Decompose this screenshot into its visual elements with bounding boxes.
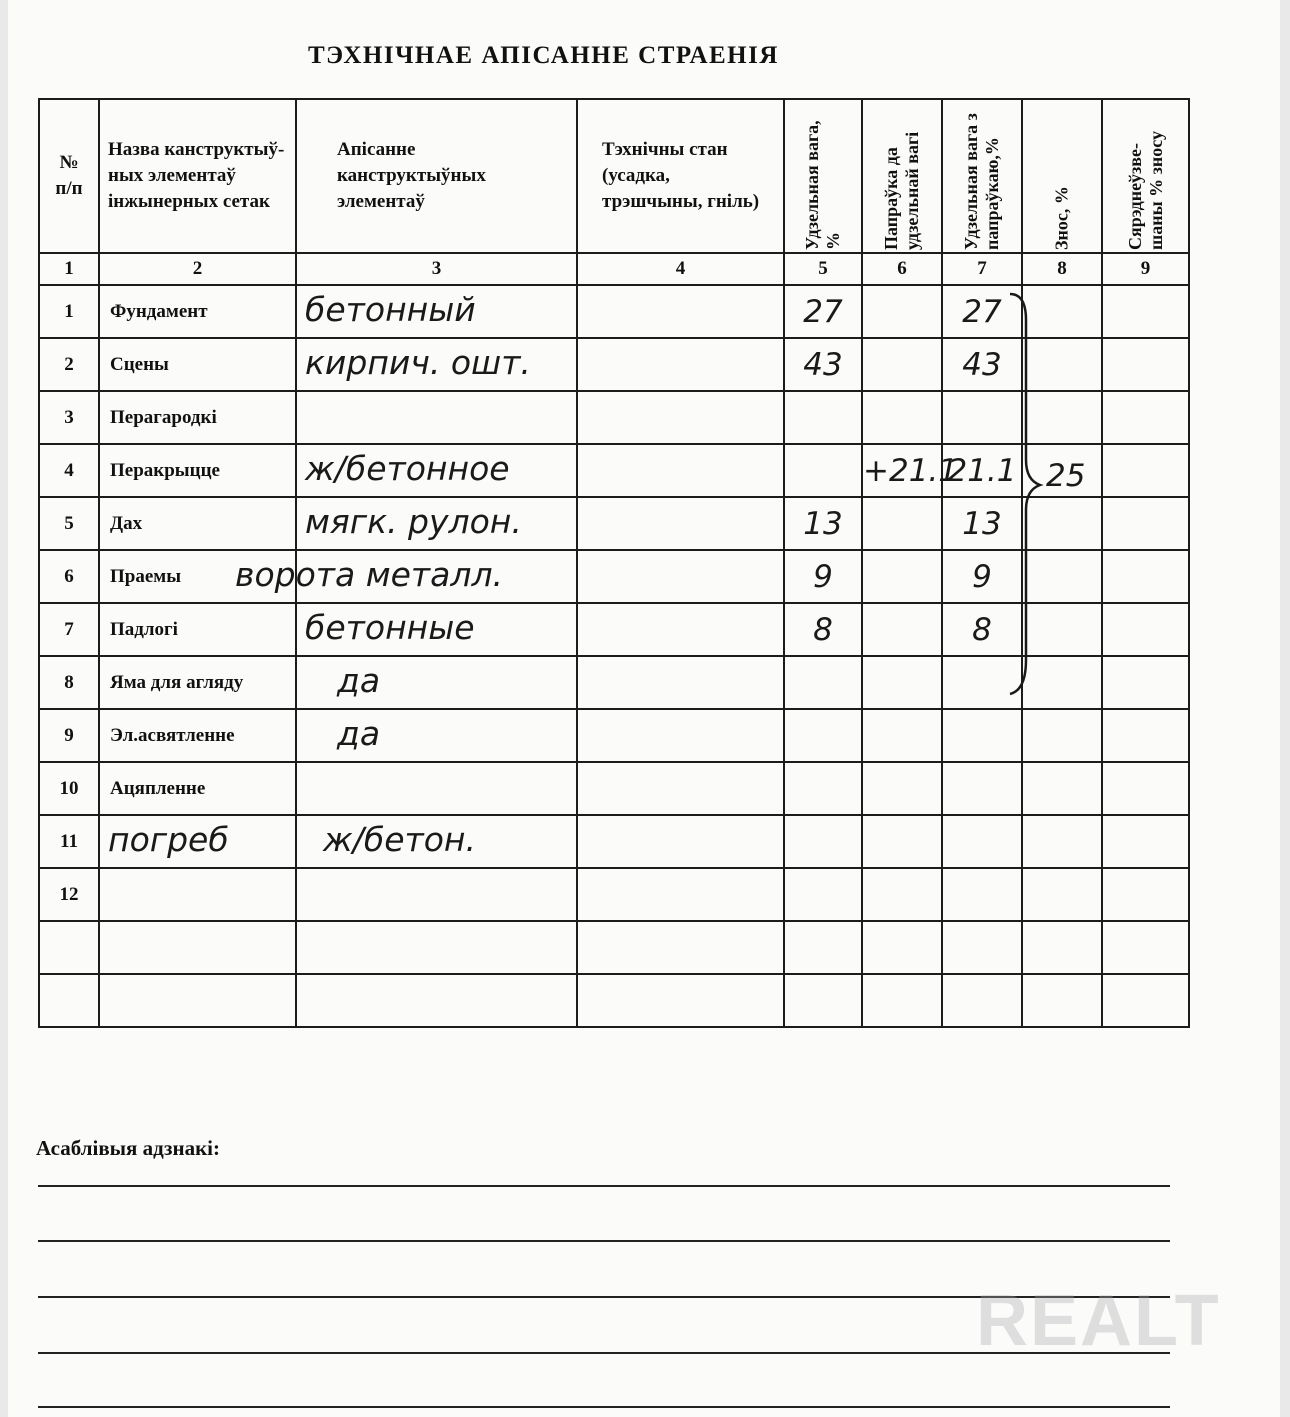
element-name bbox=[99, 974, 296, 1027]
technical-state bbox=[577, 338, 784, 391]
weighted-wear bbox=[1102, 868, 1189, 921]
weight-correction bbox=[862, 603, 942, 656]
column-number: 9 bbox=[1102, 253, 1189, 285]
technical-state bbox=[577, 391, 784, 444]
document-page bbox=[8, 0, 1280, 1417]
technical-state bbox=[577, 497, 784, 550]
wear-percent bbox=[1022, 868, 1102, 921]
weighted-wear bbox=[1102, 815, 1189, 868]
corrected-weight bbox=[942, 868, 1022, 921]
header-corrected-weight: Удзельная вага з папраўкаю,% bbox=[942, 99, 1022, 253]
specific-weight-text: 43 bbox=[803, 347, 843, 383]
corrected-weight-text: 13 bbox=[962, 506, 1002, 542]
technical-state bbox=[577, 921, 784, 974]
element-description bbox=[296, 921, 577, 974]
element-description bbox=[296, 868, 577, 921]
element-name: Падлогі bbox=[99, 603, 296, 656]
element-description bbox=[296, 815, 577, 868]
weight-correction bbox=[862, 974, 942, 1027]
weighted-wear bbox=[1102, 550, 1189, 603]
element-description bbox=[296, 603, 577, 656]
element-name: Фундамент bbox=[99, 285, 296, 338]
technical-state bbox=[577, 656, 784, 709]
weight-correction bbox=[862, 921, 942, 974]
element-name: Праемы bbox=[99, 550, 296, 603]
specific-weight bbox=[784, 656, 862, 709]
element-name bbox=[99, 868, 296, 921]
header-wear: Знос, % bbox=[1022, 99, 1102, 253]
specific-weight bbox=[784, 285, 862, 338]
table-row bbox=[39, 815, 1189, 868]
specific-weight bbox=[784, 391, 862, 444]
column-number: 1 bbox=[39, 253, 99, 285]
row-number: 8 bbox=[39, 656, 99, 709]
row-number: 10 bbox=[39, 762, 99, 815]
header-weight-correction: Папраўка да удзельнай вагі bbox=[862, 99, 942, 253]
header-number: № п/п bbox=[39, 99, 99, 253]
corrected-weight-text: 43 bbox=[962, 347, 1002, 383]
specific-weight bbox=[784, 815, 862, 868]
element-name bbox=[99, 815, 296, 868]
weighted-wear bbox=[1102, 444, 1189, 497]
element-description-text: ж/бетонное bbox=[305, 449, 510, 488]
row-number: 5 bbox=[39, 497, 99, 550]
special-notes-label: Асаблівыя адзнакі: bbox=[36, 1136, 221, 1160]
wear-percent bbox=[1022, 709, 1102, 762]
column-number-row bbox=[39, 253, 1189, 285]
table-row bbox=[39, 974, 1189, 1027]
weighted-wear bbox=[1102, 974, 1189, 1027]
wear-percent bbox=[1022, 815, 1102, 868]
column-number: 5 bbox=[784, 253, 862, 285]
element-description bbox=[296, 338, 577, 391]
specific-weight-text: 13 bbox=[803, 506, 843, 542]
element-name: Яма для агляду bbox=[99, 656, 296, 709]
technical-state bbox=[577, 444, 784, 497]
element-name-text: погреб bbox=[108, 820, 229, 859]
row-number: 2 bbox=[39, 338, 99, 391]
wear-percent bbox=[1022, 921, 1102, 974]
technical-state bbox=[577, 709, 784, 762]
column-number: 2 bbox=[99, 253, 296, 285]
corrected-weight-text: 8 bbox=[972, 612, 992, 648]
header-specific-weight: Удзельная вага, % bbox=[784, 99, 862, 253]
weight-correction bbox=[862, 338, 942, 391]
element-name: Сцены bbox=[99, 338, 296, 391]
table-row bbox=[39, 921, 1189, 974]
row-number: 12 bbox=[39, 868, 99, 921]
weighted-wear bbox=[1102, 603, 1189, 656]
element-description bbox=[296, 497, 577, 550]
technical-state bbox=[577, 285, 784, 338]
element-description bbox=[296, 762, 577, 815]
specific-weight-text: 8 bbox=[813, 612, 833, 648]
corrected-weight-text: 21.1 bbox=[947, 453, 1017, 489]
row-number: 1 bbox=[39, 285, 99, 338]
watermark-logo: REALT bbox=[976, 1281, 1221, 1361]
technical-state bbox=[577, 974, 784, 1027]
specific-weight bbox=[784, 603, 862, 656]
specific-weight bbox=[784, 974, 862, 1027]
wear-percent bbox=[1022, 762, 1102, 815]
weighted-wear bbox=[1102, 391, 1189, 444]
element-description bbox=[296, 974, 577, 1027]
header-element-description: Апісанне канструктыўных элементаў bbox=[296, 99, 577, 253]
element-description bbox=[296, 656, 577, 709]
element-description-text: бетонный bbox=[305, 290, 476, 329]
element-description bbox=[296, 285, 577, 338]
element-description-text: ворота металл. bbox=[235, 555, 504, 594]
technical-state bbox=[577, 603, 784, 656]
specific-weight bbox=[784, 338, 862, 391]
specific-weight bbox=[784, 868, 862, 921]
weighted-wear bbox=[1102, 709, 1189, 762]
weight-correction bbox=[862, 815, 942, 868]
note-line bbox=[38, 1185, 1170, 1187]
weighted-wear bbox=[1102, 921, 1189, 974]
row-number: 4 bbox=[39, 444, 99, 497]
header-technical-state: Тэхнічны стан (усадка, трэшчыны, гніль) bbox=[577, 99, 784, 253]
element-description-text: бетонные bbox=[305, 608, 475, 647]
specific-weight bbox=[784, 709, 862, 762]
row-number: 11 bbox=[39, 815, 99, 868]
weight-correction bbox=[862, 285, 942, 338]
column-number: 4 bbox=[577, 253, 784, 285]
element-description-text: кирпич. ошт. bbox=[305, 343, 531, 382]
specific-weight bbox=[784, 497, 862, 550]
weighted-wear bbox=[1102, 497, 1189, 550]
element-description-text: мягк. рулон. bbox=[305, 502, 522, 541]
element-name: Ацяпленне bbox=[99, 762, 296, 815]
row-number bbox=[39, 921, 99, 974]
document-title: ТЭХНІЧНАЕ АПІСАННЕ СТРАЕНІЯ bbox=[308, 42, 779, 69]
column-number: 3 bbox=[296, 253, 577, 285]
wear-total-value: 25 bbox=[1046, 458, 1086, 494]
weight-correction bbox=[862, 550, 942, 603]
header-weighted-wear: Сярэднеўзве-шаны % зносу bbox=[1102, 99, 1189, 253]
corrected-weight bbox=[942, 921, 1022, 974]
weight-correction bbox=[862, 709, 942, 762]
weight-correction bbox=[862, 497, 942, 550]
note-line bbox=[38, 1240, 1170, 1242]
element-description bbox=[235, 550, 577, 603]
weighted-wear bbox=[1102, 656, 1189, 709]
weight-correction-text: +21.1 bbox=[863, 453, 958, 489]
element-description bbox=[296, 709, 577, 762]
column-number: 6 bbox=[862, 253, 942, 285]
weighted-wear bbox=[1102, 762, 1189, 815]
weight-correction bbox=[862, 391, 942, 444]
right-brace-icon bbox=[1008, 290, 1048, 700]
wear-percent bbox=[1022, 974, 1102, 1027]
column-number: 7 bbox=[942, 253, 1022, 285]
element-description bbox=[296, 444, 577, 497]
technical-state bbox=[577, 762, 784, 815]
element-name: Дах bbox=[99, 497, 296, 550]
specific-weight bbox=[784, 921, 862, 974]
element-name: Перагародкі bbox=[99, 391, 296, 444]
weight-correction bbox=[862, 868, 942, 921]
specific-weight bbox=[784, 550, 862, 603]
specific-weight-text: 27 bbox=[803, 294, 843, 330]
specific-weight bbox=[784, 444, 862, 497]
header-element-name: Назва канструктыў-ных элементаў інжынерных сетак bbox=[99, 99, 296, 253]
technical-state bbox=[577, 868, 784, 921]
corrected-weight bbox=[942, 815, 1022, 868]
element-description-text: ж/бетон. bbox=[323, 820, 476, 859]
technical-state bbox=[577, 550, 784, 603]
corrected-weight bbox=[942, 974, 1022, 1027]
corrected-weight-text: 9 bbox=[972, 559, 992, 595]
specific-weight-text: 9 bbox=[813, 559, 833, 595]
table-row bbox=[39, 709, 1189, 762]
element-description-text: да bbox=[337, 661, 381, 700]
corrected-weight bbox=[942, 709, 1022, 762]
element-name: Перакрыцце bbox=[99, 444, 296, 497]
element-name: Эл.асвятленне bbox=[99, 709, 296, 762]
row-number: 9 bbox=[39, 709, 99, 762]
weighted-wear bbox=[1102, 285, 1189, 338]
row-number: 6 bbox=[39, 550, 99, 603]
table-row bbox=[39, 868, 1189, 921]
element-name bbox=[99, 921, 296, 974]
row-number: 3 bbox=[39, 391, 99, 444]
column-number: 8 bbox=[1022, 253, 1102, 285]
weight-correction bbox=[862, 444, 958, 497]
corrected-weight-text: 27 bbox=[962, 294, 1002, 330]
weight-correction bbox=[862, 656, 942, 709]
corrected-weight bbox=[942, 762, 1022, 815]
row-number: 7 bbox=[39, 603, 99, 656]
element-description bbox=[296, 391, 577, 444]
weighted-wear bbox=[1102, 338, 1189, 391]
technical-state bbox=[577, 815, 784, 868]
row-number bbox=[39, 974, 99, 1027]
table-row bbox=[39, 762, 1189, 815]
weight-correction bbox=[862, 762, 942, 815]
element-description-text: да bbox=[337, 714, 381, 753]
note-line bbox=[38, 1406, 1170, 1408]
specific-weight bbox=[784, 762, 862, 815]
header-row bbox=[39, 99, 1189, 253]
